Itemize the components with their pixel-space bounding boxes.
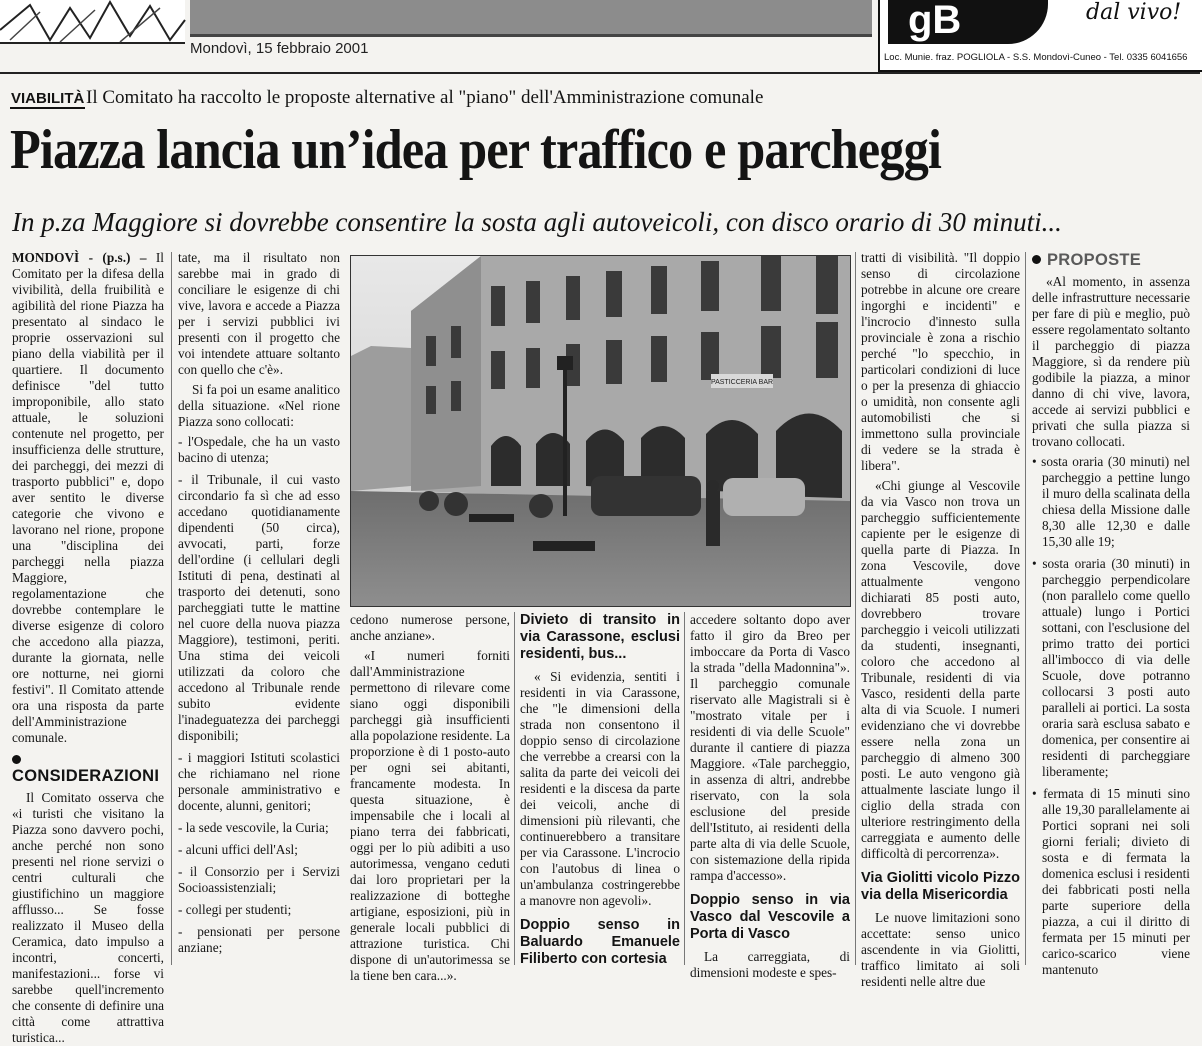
article-photo [350,255,851,607]
subhead-baluardo: Doppio senso in Baluardo Emanuele Filiberto con cortesia [520,917,680,967]
section-considerazioni: CONSIDERAZIONI [12,752,164,784]
list-item: - l'Ospedale, che ha un vasto bacino di utenza; [178,434,340,465]
bullet-dot-icon [1032,255,1041,264]
col6-paragraph-3: Le nuove limitazioni sono accettate: senso unico ascendente in via Giolitti, traffico limitato ai soli residenti nelle altre due [861,910,1020,989]
col6-paragraph-2: «Chi giunge al Vescovile da via Vasco non trova un parcheggio sufficientemente capiente per le esigenze di quella parte di Piazza. In zona Vescovile, dove attualmente vengono dichiarati 85 posti auto, dovrebbero trovare parcheggio i veicoli utilizzati da studenti, insegnanti, coloro che accedono al Tribunale, residenti di via Vasco, residenti della parte alta di via Scuole. I numeri evidenziano che vi dovrebbe essere nella zona un parcheggio di almeno 300 posti. Le auto vengono già attualmente lasciate lungo il ciglio della strada con ulteriore restringimento della carreggiata e aumento delle difficoltà di percorrenza». [861,478,1020,861]
ad-logo: gB [888,0,1048,44]
list-item: - pensionati per persone anziane; [178,924,340,955]
kicker: Il Comitato ha raccolto le proposte alternative al "piano" dell'Amministrazione comunale [86,87,764,108]
col5-paragraph-1: accedere soltanto dopo aver fatto il giro da Breo per imboccare da Porta di Vasco la strada "della Madonnina"». Il parcheggio comunale riservato alle Magistrali si è "mostrato vitale per i residenti di via delle Scuole" durante il cantiere di piazza Maggiore. «Tale parcheggio, in assenza di altri, andrebbe riservato, con la sola esclusione del preside dell'Istituto, ai residenti della parte alta di via delle Scuole, con sistemazione della ripida rampa d'accesso». [690,612,850,883]
column-divider [514,612,515,965]
subhead-via-giolitti: Via Giolitti vicolo Pizzo via della Misericordia [861,870,1020,903]
col2-paragraph-1: tate, ma il risultato non sarebbe mai in grado di conciliare le esigenze di chi vive, lavora e accede a Piazza per i servizi pubblici ivi presenti con il progetto che voi intendete attuare soltanto con quello che c'è». [178,250,340,377]
ad-address: Loc. Munie. fraz. POGLIOLA - S.S. Mondovì-Cuneo - Tel. 0335 6041656 [884,52,1188,63]
list-item: - il Consorzio per i Servizi Socioassistenziali; [178,864,340,895]
byline: MONDOVÌ - (p.s.) – [12,250,147,265]
issue-date: Mondovì, 15 febbraio 2001 [190,40,369,57]
column-divider [855,252,856,965]
list-item: - collegi per studenti; [178,902,292,917]
col1-paragraph-1: Il Comitato per la difesa della vivibilità, della fruibilità e agibilità del rione Piazza ha presentato al sindaco le proprie osservazioni sul piano della viabilità per il quartiere. Il documento definisce "del tutto improponibile, allo stato attuale, le soluzioni contenute nel progetto, per insufficienza delle strutture, dei parcheggi, dei mezzi di trasporto pubblici" e, dopo aver sentito le diverse categorie che vivono e lavorano nel rione, propone una "disciplina dei parcheggi nella piazza Maggiore, regolamentazione che dovrebbe contemplare le diverse esigenze di coloro che accedono alla piazza, durante la giornata, nelle ore notturne, nei giorni festivi". Il Comitato attende ora una risposta da parte dell'Amministrazione comunale. [12,250,164,745]
section-tag: VIABILITÀ [11,90,85,107]
col3-paragraph-1: cedono numerose persone, anche anziane». [350,612,510,643]
list-item: - il Tribunale, il cui vasto circondario fa sì che ad esso accedano quotidianamente dipendenti (50 circa), avvocati, parti, forze dell'ordine (i cellulari degli Istituti di pena, destinati al trasporto dei detenuti, sono parcheggiati tutte le mattine nel cuore della nuova piazza Maggiore), testimoni, periti. Una stima dei veicoli utilizzati da coloro che accedono al Tribunale rende subito evidente l'inadeguatezza dei parcheggi disponibili; [178,472,340,743]
list-item: • fermata di 15 minuti sino alle 19,30 parallelamente ai Portici soprani nei soli giorni feriali; divieto di sosta e di fermata la domenica esclusi i residenti dei fabbricati posti nella parte superiore della piazza, a cui il diritto di fermata per 15 minuti per carico-scarico viene mantenuto [1032,786,1190,977]
subhead-via-vasco: Doppio senso in via Vasco dal Vescovile a Porta di Vasco [690,892,850,942]
top-rule [0,72,1200,74]
column-4 [520,612,680,965]
column-divider [171,252,172,965]
col2-paragraph-2: Si fa poi un esame analitico della situazione. «Nel rione Piazza sono collocati: [178,382,340,429]
list-item: - alcuni uffici dell'Asl; [178,842,298,857]
subhead-via-carassone: Divieto di transito in via Carassone, esclusi residenti, bus... [520,612,680,662]
shop-sign: PASTICCERIA BAR [710,379,774,386]
column-1 [12,250,164,1045]
col1-paragraph-2: Il Comitato osserva che «i turisti che visitano la Piazza sono davvero pochi, anche perché non sono presenti nel rione servizi o centri culturali che giustifichino un maggiore afflusso... Se fosse realizzato il Museo della Ceramica, dato impulso a incontri, concerti, manifestazioni... forse vi sarebbe quell'incremento che consente di definire una città come attrattiva turistica... [12,790,164,1045]
list-item: • sosta oraria (30 minuti) in parcheggio perpendicolare (non parallelo come quello attuale) lungo i Portici sottani, con l'esclusione del primo tratto dei portici all'imbocco di via delle Scuole, dove potranno collocarsi 3 posti auto paralleli ai portici. La sosta oraria sarà esclusa sabato e domenica, per consentire ai residenti di parcheggiare liberamente; [1032,556,1190,779]
advertisement [878,0,1202,72]
col5-paragraph-2: La carreggiata, di dimensioni modeste e spes- [690,949,850,980]
col6-paragraph-1: tratti di visibilità. "Il doppio senso di circolazione potrebbe in alcune ore creare ingorghi e incidenti" e l'incrocio d'innesto sulla provinciale è zona a rischio perché "lo specchio, in particolari condizioni di luce o per la presenza di ghiaccio o umidità, non consente agli automobilisti che si immettono sulla provinciale di vedere se la strada è libera". [861,250,1020,473]
col3-paragraph-2: «I numeri forniti dall'Amministrazione permettono di rilevare come siano oggi disponibili parcheggi già insufficienti alla popolazione residente. La proporzione è di 1 posto-auto per ogni sei abitanti, francamente modesta. In questa situazione, è impensabile che i locali al piano terra dei fabbricati, oggi per lo più adibiti a uso autorimessa, vengano ceduti dai loro proprietari per la realizzazione di botteghe artigiane, esposizioni, più in generale locali pubblici di attrazione turistica. Chi dispone di un'autorimessa se la tiene ben cara...». [350,648,510,983]
column-6 [861,250,1020,989]
column-3 [350,612,510,983]
column-divider [684,612,685,965]
headline: Piazza lancia un’idea per traffico e parcheggi [10,119,941,181]
column-7 [1032,250,1190,977]
masthead-band [190,0,872,37]
column-2 [178,250,340,965]
list-item: - la sede vescovile, la Curia; [178,820,329,835]
col7-paragraph-1: «Al momento, in assenza delle infrastrutture necessarie per fare di più e meglio, può essere regolamentato soltanto il parcheggio di piazza Maggiore, sì da rendere più godibile la piazza, a minor danno di chi vive, lavora, accede ai servizi pubblici e privati che sulla piazza si trovano collocati. [1032,274,1190,449]
col4-paragraph-1: « Si evidenzia, sentiti i residenti in via Carassone, che "le dimensioni della strada non consentono il doppio senso di circolazione che verrebbe a crearsi con la salita da parte dei veicoli dei residenti e la discesa da parte dei veicoli, anche di dimensioni più rilevanti, che continuerebbero a transitare per via Carassone. L'incrocio con l'autobus di linea o un'ambulanza costringerebbe a manovre non agevoli». [520,669,680,908]
list-item: - i maggiori Istituti scolastici che richiamano nel rione personale amministrativo e docente, alunni, genitori; [178,750,340,813]
ad-slogan: dal vivo! [1086,0,1182,25]
section-proposte: PROPOSTE [1032,252,1190,268]
masthead-illustration [0,0,185,44]
column-5 [690,612,850,980]
subheadline: In p.za Maggiore si dovrebbe consentire la sosta agli autoveicoli, con disco orario di 30 minuti... [12,207,1062,237]
list-item: • sosta oraria (30 minuti) nel parcheggio a pettine lungo il muro della scalinata della chiesa della Missione dalle 8,30 alle 12,30 e dalle 15,30 alle 19; [1032,454,1190,549]
column-divider [1025,252,1026,965]
bullet-dot-icon [12,755,21,764]
